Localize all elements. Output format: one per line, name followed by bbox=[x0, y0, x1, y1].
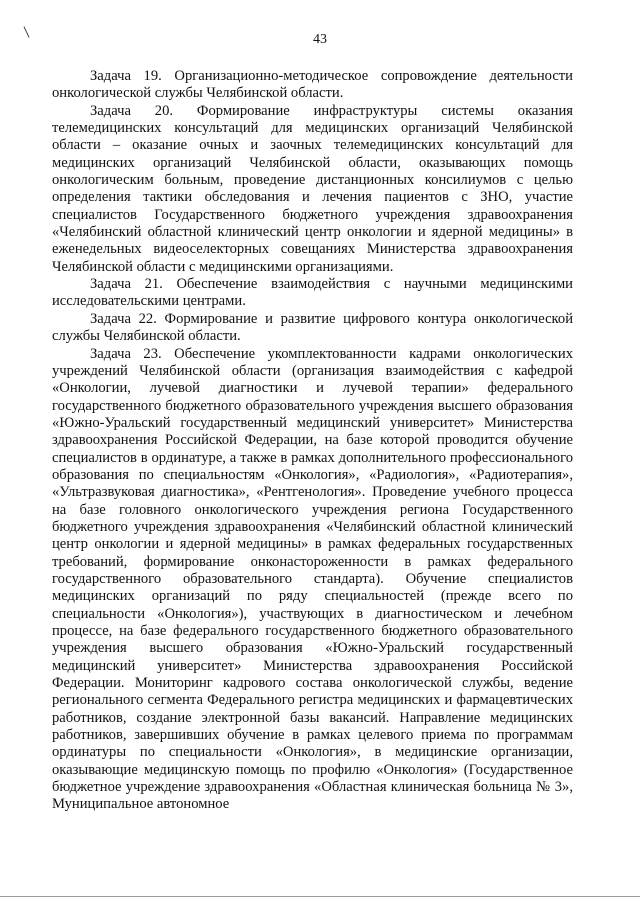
paragraph-task-21: Задача 21. Обеспечение взаимодействия с научными медицинскими исследовательскими центрами. bbox=[52, 276, 573, 310]
paragraph-task-20: Задача 20. Формирование инфраструктуры системы оказания телемедицинских консультаций для медицинских организаций Челябинской области – оказание очных и заочных телемедицинских консультаций для медицинских организаций Челябинской области, оказывающих помощь онкологическим больным, проведение дистанционных консилиумов с целью определения тактики обследования и лечения пациентов с ЗНО, участие специалистов Государственного бюджетного учреждения здравоохранения «Челябинский областной клинический центр онкологии и ядерной медицины» в еженедельных видеоселекторных совещаниях Министерства здравоохранения Челябинской области с медицинскими организациями. bbox=[52, 102, 573, 275]
page-number: 43 bbox=[313, 32, 327, 47]
paragraph-task-22: Задача 22. Формирование и развитие цифрового контура онкологической службы Челябинской области. bbox=[52, 310, 573, 345]
paragraph-task-19: Задача 19. Организационно-методическое сопровождение деятельности онкологической службы Челябинской области. bbox=[52, 68, 573, 102]
page-bottom-edge bbox=[0, 896, 640, 897]
paragraph-task-23: Задача 23. Обеспечение укомплектованности кадрами онкологических учреждений Челябинской области (организация взаимодействия с кафедрой «Онкологии, лучевой диагностики и лучевой терапии» федерального государственного бюджетного образовательного учреждения высшего образования «Южно-Уральский государственный медицинский университет» Министерства здравоохранения Российской Федерации, на базе которой проводится обучение специалистов в ординатуре, а также в рамках дополнительного профессионального образования по специальностям «Онкология», «Радиология», «Радиотерапия», «Ультразвуковая диагностика», «Рентгенология». Проведение учебного процесса на базе головного онкологического учреждения региона Государственного бюджетного учреждения здравоохранения «Челябинский областной клинический центр онкологии и ядерной медицины» в рамках федеральных государственных требований, формирование онконастороженности в рамках федерального государственного образовательного стандарта). Обучение специалистов медицинских организаций по ряду специальностей (прежде всего по специальности «Онкология»), участвующих в диагностическом и лечебном процессе, на базе федерального государственного бюджетного образовательного учреждения высшего образования «Южно-Уральский государственный медицинский университет» Министерства здравоохранения Российской Федерации. Мониторинг кадрового состава онкологической службы, ведение регионального сегмента Федерального регистра медицинских и фармацевтических работников, создание электронной базы вакансий. Направление медицинских работников, завершивших обучение в рамках целевого приема по программам ординатуры по специальности «Онкология», в медицинские организации, оказывающие медицинскую помощь по профилю «Онкология» (Государственное бюджетное учреждение здравоохранения «Областная клиническая больница № 3», Муниципальное автономное bbox=[52, 345, 573, 813]
document-body bbox=[52, 68, 573, 814]
